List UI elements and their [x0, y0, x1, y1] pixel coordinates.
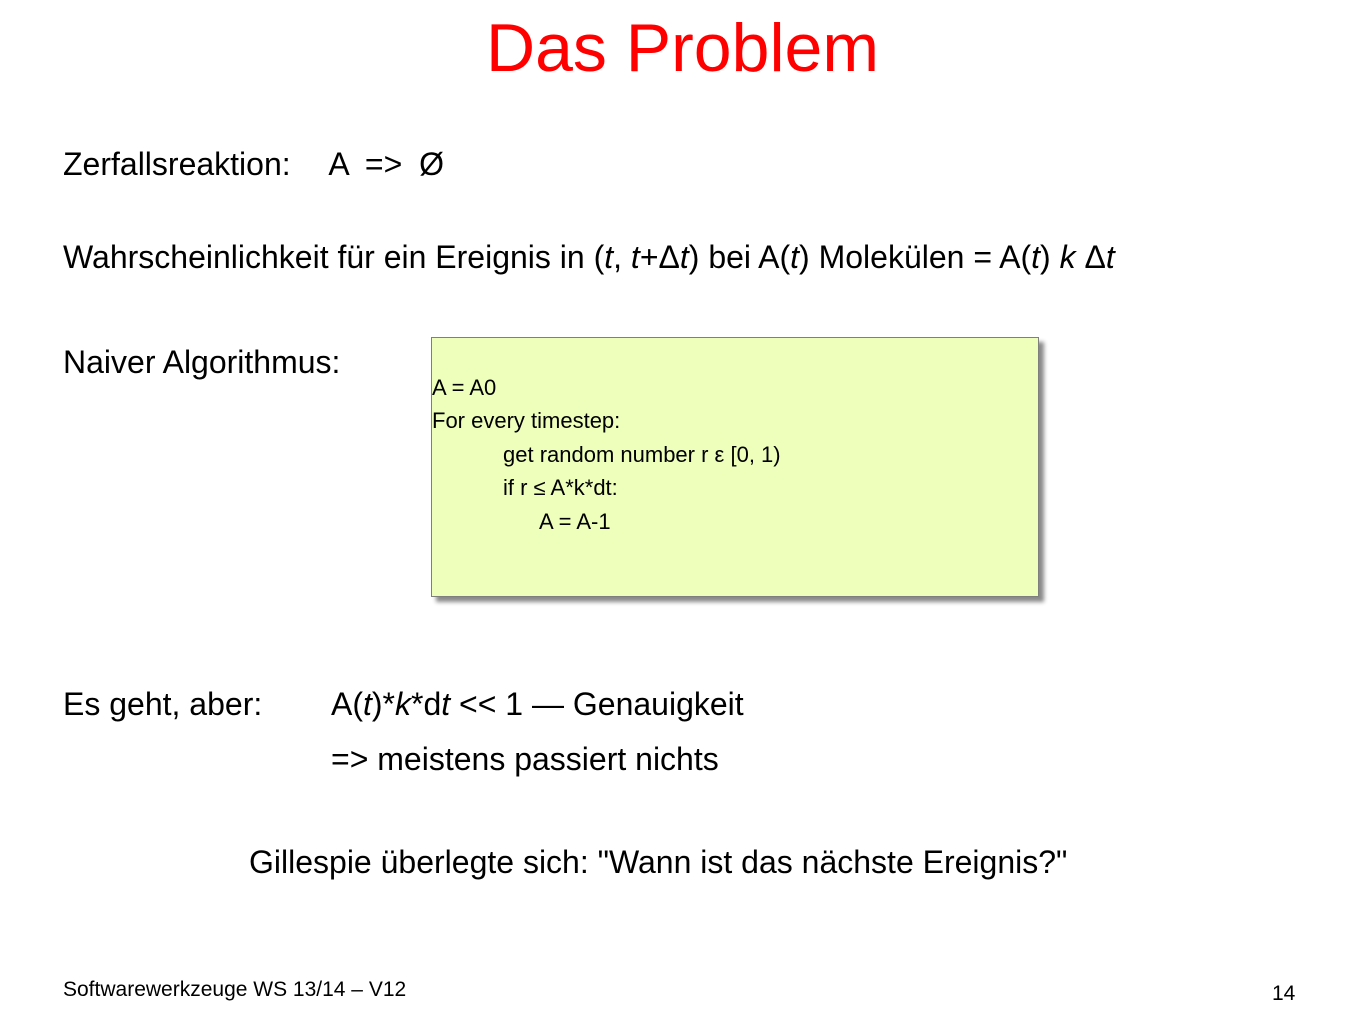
caveat-label: Es geht, aber:	[63, 686, 263, 722]
code-box	[431, 337, 1039, 597]
slide-title: Das Problem	[485, 10, 880, 86]
caveat-consequence: => meistens passiert nichts	[331, 741, 719, 777]
reaction-formula: A => Ø	[328, 146, 445, 182]
caveat-formula: A(t)*k*dt << 1 — Genauigkeit	[331, 686, 744, 722]
gillespie-line: Gillespie überlegte sich: "Wann ist das nächste Ereignis?"	[249, 844, 1068, 880]
reaction-label: Zerfallsreaktion:	[63, 146, 291, 182]
code-line: For every timestep:	[432, 408, 621, 433]
page-number: 14	[1272, 982, 1296, 1005]
code-line: A = A0	[432, 375, 497, 400]
reaction-line	[63, 148, 444, 180]
code-line: if r ≤ A*k*dt:	[503, 475, 618, 500]
code-line: get random number r ε [0, 1)	[503, 442, 781, 467]
naive-algorithm-label: Naiver Algorithmus:	[63, 344, 341, 380]
probability-line: Wahrscheinlichkeit für ein Ereignis in (t, t+Δt) bei A(t) Molekülen = A(t) k Δt	[63, 239, 1115, 275]
footer: Softwarewerkzeuge WS 13/14 – V12	[63, 978, 407, 1001]
code-line: A = A-1	[539, 509, 611, 534]
